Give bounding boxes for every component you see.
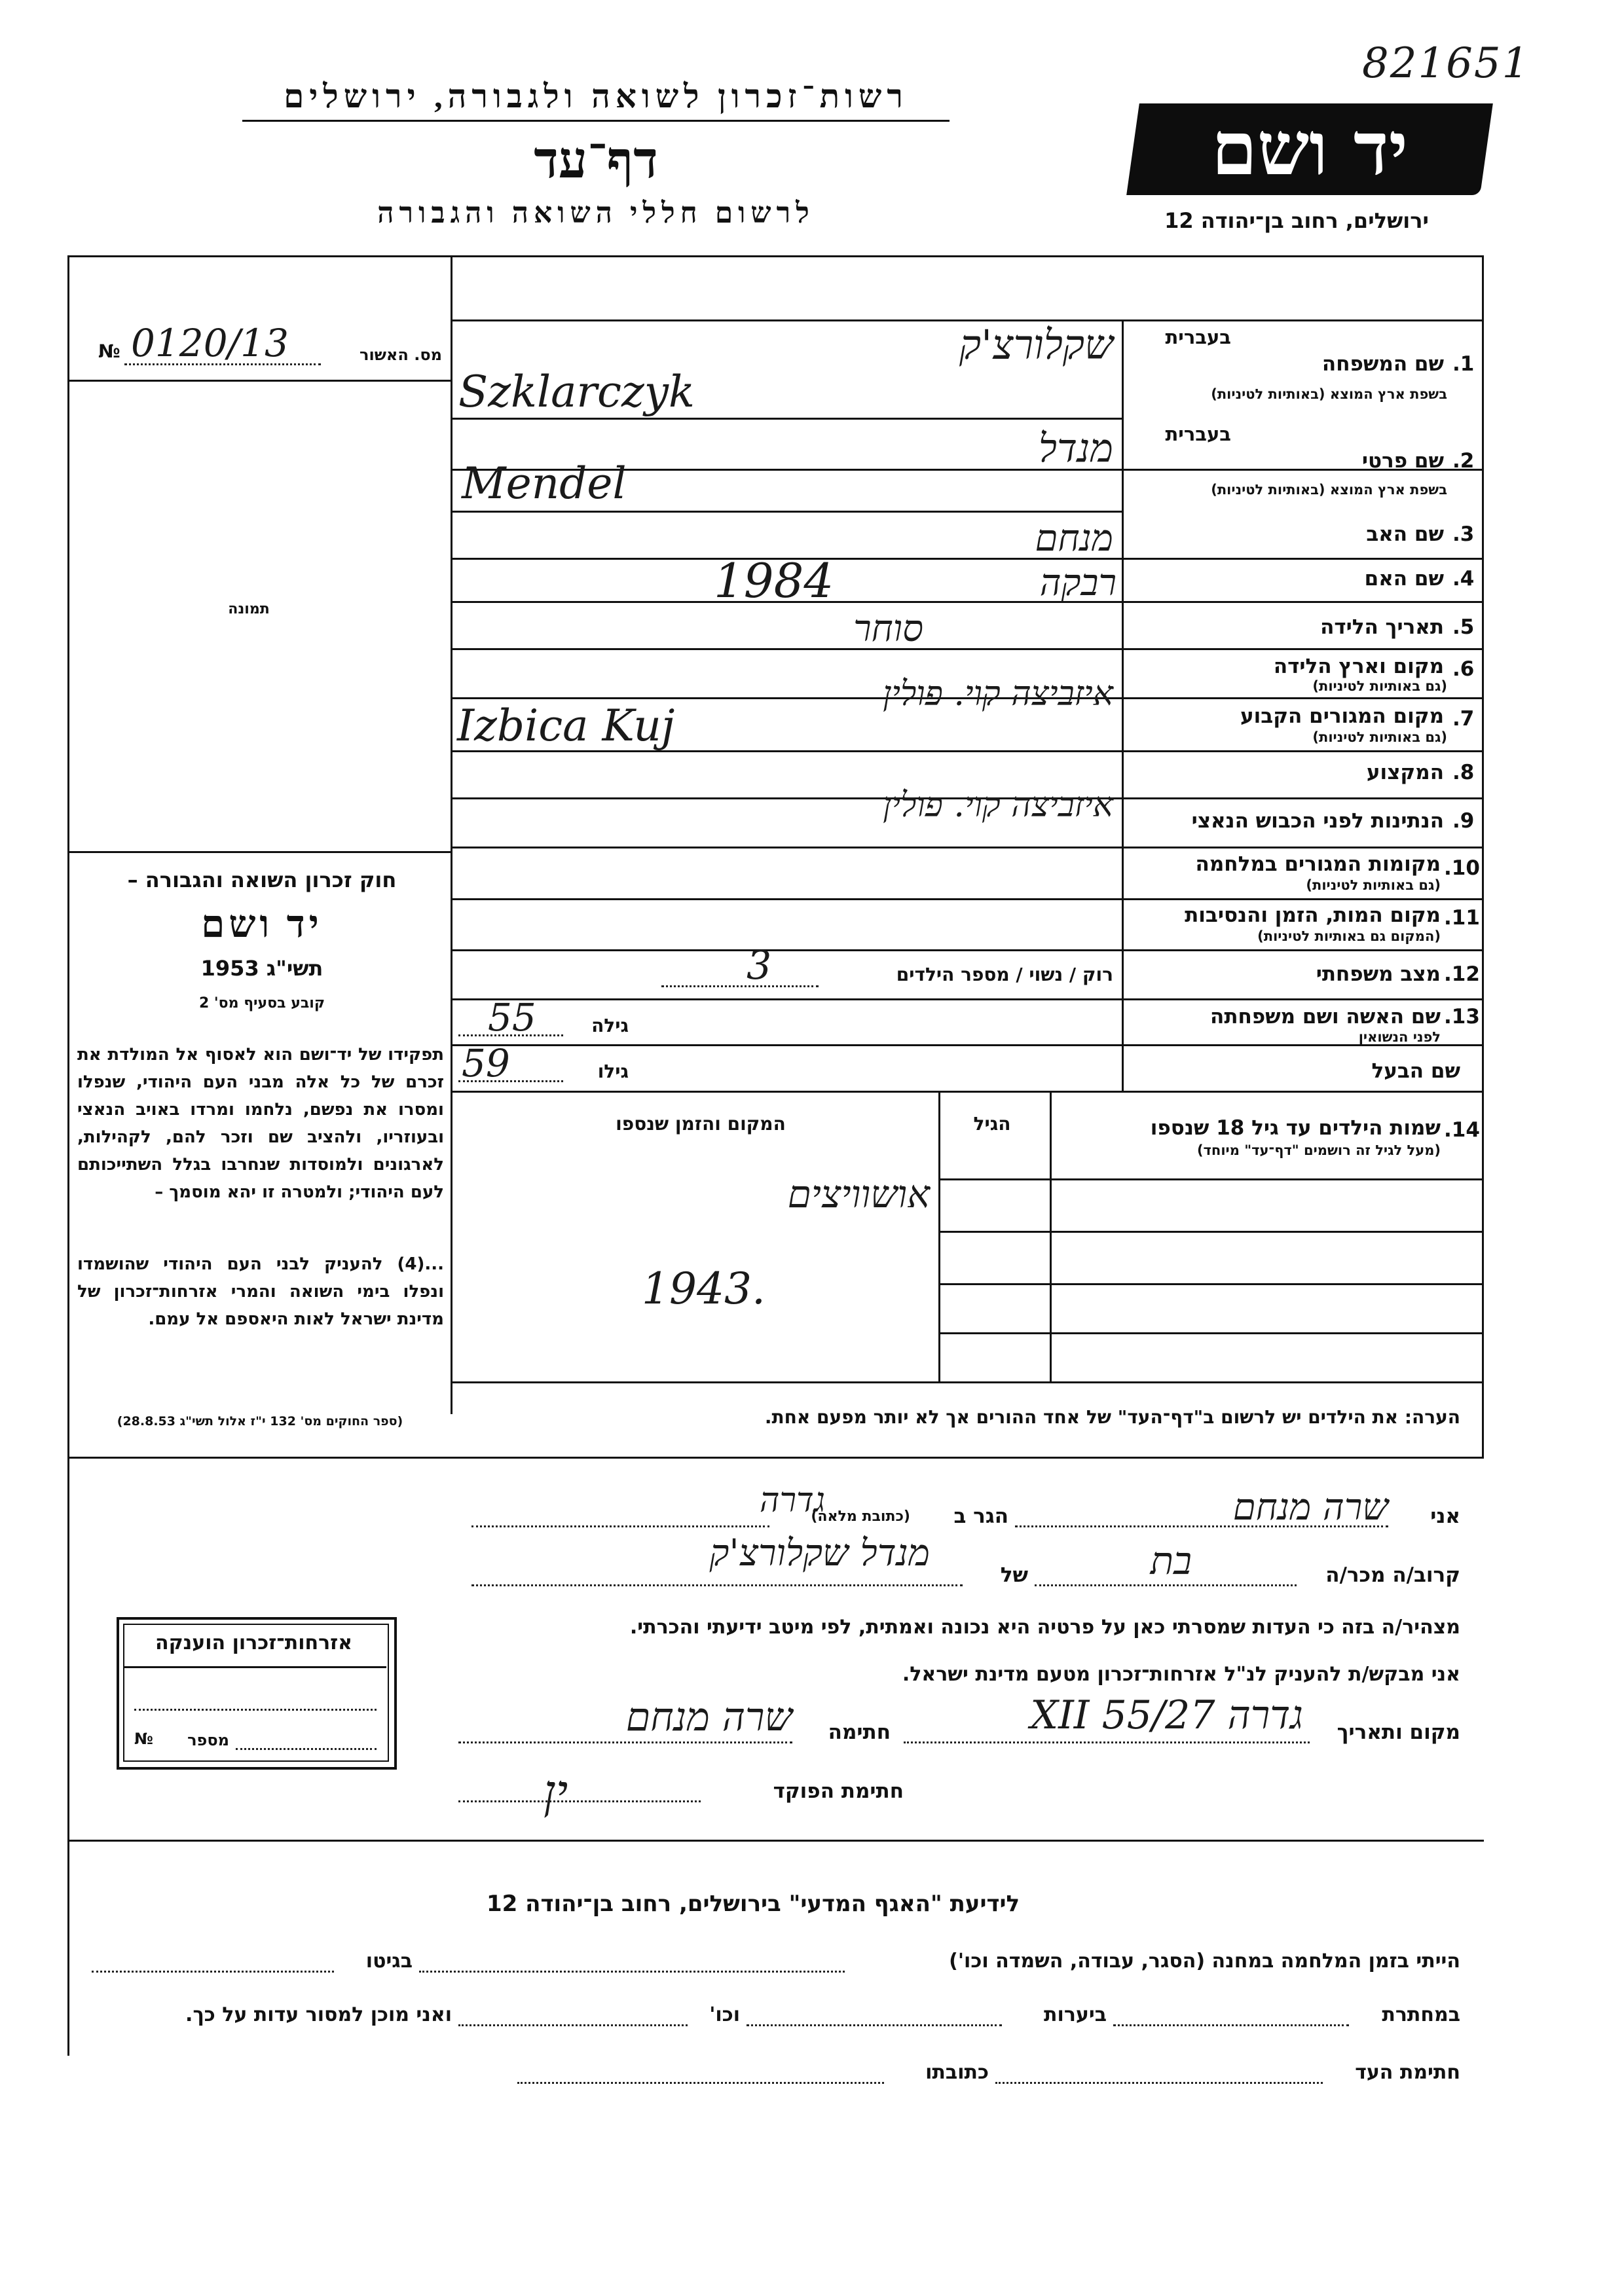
wife-age-label: גילה bbox=[591, 1015, 629, 1036]
field-1-latin-value[interactable]: Szklarczyk bbox=[458, 367, 695, 417]
footer-title: לידיעת "האגף המדעי" בירושלים, רחוב בן־יהודה 12 bbox=[486, 1891, 1020, 1917]
field-13-sub: לפני הנשואין bbox=[1358, 1029, 1441, 1045]
row-line-2a bbox=[451, 511, 1122, 513]
field-7-hebrew-value[interactable]: איזביצה קוי. פולין bbox=[883, 674, 1113, 714]
field-1-hebrew-value[interactable]: שקלורצ'ק bbox=[959, 321, 1113, 369]
sidebar-top-line bbox=[67, 380, 451, 382]
declaration-bottom-line bbox=[67, 1840, 1484, 1842]
footer-line-3a: חתימת העד bbox=[1355, 2061, 1460, 2084]
footer-line-2d: ואני מוכן למסור עדות על כך. bbox=[185, 2003, 452, 2026]
photo-bottom-line bbox=[67, 851, 451, 853]
footer-line-1b: בגיטו bbox=[365, 1950, 413, 1973]
declaration-i-label: אני bbox=[1430, 1504, 1460, 1528]
row-line-5 bbox=[451, 648, 1484, 650]
footer-dots-3a bbox=[995, 2082, 1323, 2084]
field-4-number: .4 bbox=[1452, 567, 1475, 591]
frame-left bbox=[67, 255, 69, 2056]
field-12-dotted bbox=[661, 985, 819, 987]
field-3-label: שם האב bbox=[1366, 522, 1444, 546]
yad-vashem-logo bbox=[1126, 103, 1493, 195]
officer-label: חתימת הפוקד bbox=[773, 1779, 904, 1803]
children-row-line-1 bbox=[938, 1231, 1484, 1233]
sidebar-divider bbox=[451, 255, 452, 1414]
logo-text: יד ושם bbox=[1211, 106, 1409, 192]
field-10-sub: (גם באותיות לטיניות) bbox=[1306, 877, 1441, 893]
place-date-dotted bbox=[904, 1741, 1310, 1743]
field-8-label: המקצוע bbox=[1366, 761, 1444, 784]
field-5-label: תאריך הלידה bbox=[1320, 615, 1444, 639]
children-header-line bbox=[938, 1178, 1484, 1180]
approval-number[interactable]: 0120/13 bbox=[131, 321, 289, 365]
children-col-div-1 bbox=[1050, 1091, 1052, 1382]
law-title-1: חוק זכרון השואה והגבורה – bbox=[127, 867, 397, 892]
field-2-label: שם פרטי bbox=[1361, 449, 1444, 473]
approval-label: מס. האשור bbox=[360, 346, 442, 364]
law-title-2: יד ושם bbox=[201, 903, 323, 945]
row-line-9 bbox=[451, 847, 1484, 848]
field-9-number: .9 bbox=[1452, 809, 1475, 833]
address-hint: (כתובת מלאה) bbox=[811, 1508, 910, 1525]
field-12-children[interactable]: 3 bbox=[747, 943, 772, 989]
field-3-value[interactable]: מנחם bbox=[1035, 517, 1113, 560]
footer-line-2c: וכו' bbox=[709, 2003, 740, 2026]
field-1-label: שם המשפחה bbox=[1321, 352, 1444, 376]
field-11-number: .11 bbox=[1444, 906, 1480, 930]
field-9-value[interactable]: איזביצה קוי. פולין bbox=[883, 786, 1113, 825]
field-2-hebrew-value[interactable]: מנדל bbox=[1038, 426, 1113, 471]
field-6-number: .6 bbox=[1452, 657, 1475, 681]
signature-value[interactable]: שרה מנחם bbox=[625, 1694, 792, 1740]
children-row-line-2 bbox=[938, 1283, 1484, 1285]
husband-label: שם הבעל bbox=[1371, 1059, 1460, 1083]
field-7-latin-value[interactable]: Izbica Kuj bbox=[457, 701, 675, 751]
footer-line-3b: כתובתו bbox=[925, 2061, 989, 2084]
field-11-label: מקום המות, הזמן והנסיבות bbox=[1185, 903, 1441, 927]
field-2-sub: בשפת ארץ המוצא (באותיות לטיניות) bbox=[1211, 482, 1447, 498]
citizenship-title: אזרחות־זכרון הוענקה bbox=[155, 1631, 353, 1654]
children-col-div-2 bbox=[938, 1091, 940, 1382]
approval-no-symbol: № bbox=[98, 340, 120, 362]
note-text: הערה: את הילדים יש לרשום ב"דף־העד" של אחד ההורים אך לא יותר מפעם אחת. bbox=[764, 1406, 1460, 1428]
declaration-request: אני מבקש/ת להעניק לנ"ל אזרחות־זכרון מטעם מדינת ישראל. bbox=[902, 1663, 1460, 1686]
children-bottom-line bbox=[451, 1381, 1484, 1383]
note-line bbox=[67, 1457, 1484, 1459]
field-6-label: מקום וארץ הלידה bbox=[1273, 655, 1444, 678]
citizenship-dotted-2 bbox=[236, 1748, 377, 1750]
field-10-label: מקומות המגורים במלחמה bbox=[1195, 852, 1441, 876]
law-paragraph-1: תפקידו של יד־ושם הוא לאסוף אל המולדת את זכרם של כל אלה מבני העם היהודי, שנפלו ומסרו את נפשם, נלחמו ומרדו באויב הנאצי ובעוזריו, ולהציב שם וזכר להם, לקהילות, לארגונים ולמוסדות שנחרבו בגלל השתייכותם לעם היהודי; ולמטרה זו יהא מוסמך – bbox=[77, 1045, 444, 1202]
row-line-12 bbox=[451, 998, 1484, 1000]
law-footer: (ספר החוקים מס' 132 י"ז אלול תשי"ג 28.8.53) bbox=[117, 1414, 403, 1429]
field-9-label: הנתינות לפני הכבוש הנאצי bbox=[1191, 809, 1444, 833]
form-subtitle: לרשום חללי השואה והגבורה bbox=[377, 197, 815, 229]
field-6-value[interactable]: סוחר bbox=[853, 608, 923, 650]
place-date-value[interactable]: גדרה 27/XII 55 bbox=[1030, 1692, 1303, 1738]
field-7-label: מקום המגורים הקבוע bbox=[1240, 704, 1444, 728]
field-8-number: .8 bbox=[1452, 761, 1475, 784]
field-4-value[interactable]: רבקה bbox=[1039, 562, 1116, 604]
field-12-label: מצב משפחתי bbox=[1316, 962, 1441, 986]
photo-label: תמונה bbox=[228, 601, 270, 617]
field-13-number: .13 bbox=[1444, 1005, 1480, 1029]
footer-dots-2a bbox=[1113, 2024, 1349, 2026]
field-2-in-hebrew: בעברית bbox=[1165, 423, 1231, 445]
citizenship-title-line bbox=[123, 1666, 386, 1668]
field-12-options: רוק / נשוי / מספר הילדים bbox=[896, 964, 1113, 985]
footer-line-1a: הייתי בזמן המלחמה במחנה (הסגר, עבודה, השמדה וכו') bbox=[949, 1950, 1460, 1973]
field-1-number: .1 bbox=[1452, 352, 1475, 376]
form-title: דף־עד bbox=[534, 132, 658, 189]
label-divider bbox=[1122, 319, 1124, 1091]
signature-dotted bbox=[458, 1741, 792, 1743]
field-13-label: שם האשה ושם משפחתה bbox=[1210, 1005, 1441, 1029]
frame-top bbox=[67, 255, 1484, 257]
law-paragraph-2: ...(4) להעניק לבני העם היהודי שהושמדו ונפלו בימי השואה והמרי אזרחות־זכרון של מדינת ישראל לאות היאספם אל עמם. bbox=[77, 1254, 444, 1329]
row-line-1a bbox=[451, 418, 1122, 420]
footer-dots-1b bbox=[92, 1971, 334, 1973]
relation-value[interactable]: בת bbox=[1150, 1539, 1192, 1583]
husband-age-value[interactable]: 59 bbox=[462, 1041, 510, 1085]
field-10-number: .10 bbox=[1444, 856, 1480, 880]
law-clause: קובע בסעיף מס' 2 bbox=[198, 995, 325, 1011]
field-1-sub: בשפת ארץ המוצא (באותיות לטיניות) bbox=[1211, 386, 1447, 402]
relation-dotted bbox=[1035, 1584, 1297, 1586]
declaration-statement: מצהיר/ה בזה כי העדות שמסרתי כאן על פרטיה היא נכונה ואמתית, לפי מיטב ידיעתי והכרתי. bbox=[629, 1616, 1460, 1639]
address-dotted bbox=[471, 1525, 769, 1527]
citizenship-dotted-1 bbox=[134, 1709, 377, 1711]
row-line-4 bbox=[451, 601, 1484, 603]
field-12-number: .12 bbox=[1444, 962, 1480, 986]
of-name[interactable]: מנדל שקלורצ'ק bbox=[709, 1532, 930, 1575]
law-year: תשי"ג 1953 bbox=[200, 956, 323, 981]
authority-name: רשות־זכרון לשואה ולגבורה, ירושלים bbox=[284, 78, 908, 115]
children-year-value[interactable]: 1943. bbox=[642, 1264, 766, 1314]
footer-dots-1a bbox=[419, 1971, 845, 1973]
husband-age-label: גילו bbox=[597, 1061, 629, 1082]
footer-line-2a: במחתרת bbox=[1382, 2003, 1460, 2026]
officer-dotted bbox=[458, 1800, 701, 1802]
children-age-col: הגיל bbox=[973, 1113, 1011, 1135]
resident-label: הגר ב bbox=[953, 1504, 1008, 1528]
children-row-line-3 bbox=[938, 1332, 1484, 1334]
archive-number: 821651 bbox=[1362, 39, 1530, 88]
relative-label: קרוב/ה מכר/ה bbox=[1325, 1563, 1460, 1587]
field-11-sub: (המקום גם באותיות לטיניות) bbox=[1257, 928, 1441, 944]
wife-age-value[interactable]: 55 bbox=[488, 995, 536, 1040]
declarant-name[interactable]: שרה מנחם bbox=[1232, 1486, 1388, 1529]
field-1-in-hebrew: בעברית bbox=[1165, 326, 1231, 348]
field-5-value[interactable]: 1984 bbox=[714, 553, 834, 608]
field-7-sub: (גם באותיות לטיניות) bbox=[1312, 729, 1447, 745]
field-3-number: .3 bbox=[1452, 522, 1475, 546]
footer-line-2b: ביערות bbox=[1044, 2003, 1107, 2026]
signature-label: חתימה bbox=[828, 1721, 891, 1744]
children-label: שמות הילדים עד גיל 18 שנספו bbox=[1150, 1116, 1441, 1140]
declarant-address[interactable]: גדרה bbox=[759, 1481, 825, 1520]
citizenship-number-label: מספר bbox=[187, 1731, 229, 1749]
place-date-label: מקום ותאריך bbox=[1337, 1721, 1460, 1744]
footer-dots-2c bbox=[458, 2024, 688, 2026]
citizenship-no-symbol: № bbox=[134, 1730, 153, 1748]
of-label: של bbox=[1000, 1563, 1028, 1587]
row-line-10 bbox=[451, 898, 1484, 900]
children-sub: (מעל לגיל זה רושמים "דף־עד" מיוחד) bbox=[1196, 1142, 1441, 1158]
officer-mark[interactable]: ין bbox=[544, 1764, 568, 1819]
footer-dots-2b bbox=[747, 2024, 1002, 2026]
row-line-13b bbox=[451, 1091, 1484, 1093]
field-7-number: .7 bbox=[1452, 707, 1475, 731]
frame-right bbox=[1482, 255, 1484, 1457]
authority-underline bbox=[242, 120, 950, 122]
footer-dots-3b bbox=[517, 2082, 884, 2084]
row-line-11 bbox=[451, 949, 1484, 951]
field-5-number: .5 bbox=[1452, 615, 1475, 639]
children-place-value[interactable]: אושוויצים bbox=[787, 1172, 930, 1216]
field-14-number: .14 bbox=[1444, 1118, 1480, 1142]
field-2-number: .2 bbox=[1452, 449, 1475, 473]
field-6-sub: (גם באותיות לטיניות) bbox=[1312, 678, 1447, 694]
header-address: ירושלים, רחוב בן־יהודה 12 bbox=[1164, 208, 1429, 233]
of-dotted bbox=[471, 1584, 963, 1586]
children-place-col: המקום והזמן שנספו bbox=[616, 1113, 786, 1135]
field-2-latin-value[interactable]: Mendel bbox=[462, 458, 627, 509]
field-4-label: שם האם bbox=[1364, 567, 1444, 591]
